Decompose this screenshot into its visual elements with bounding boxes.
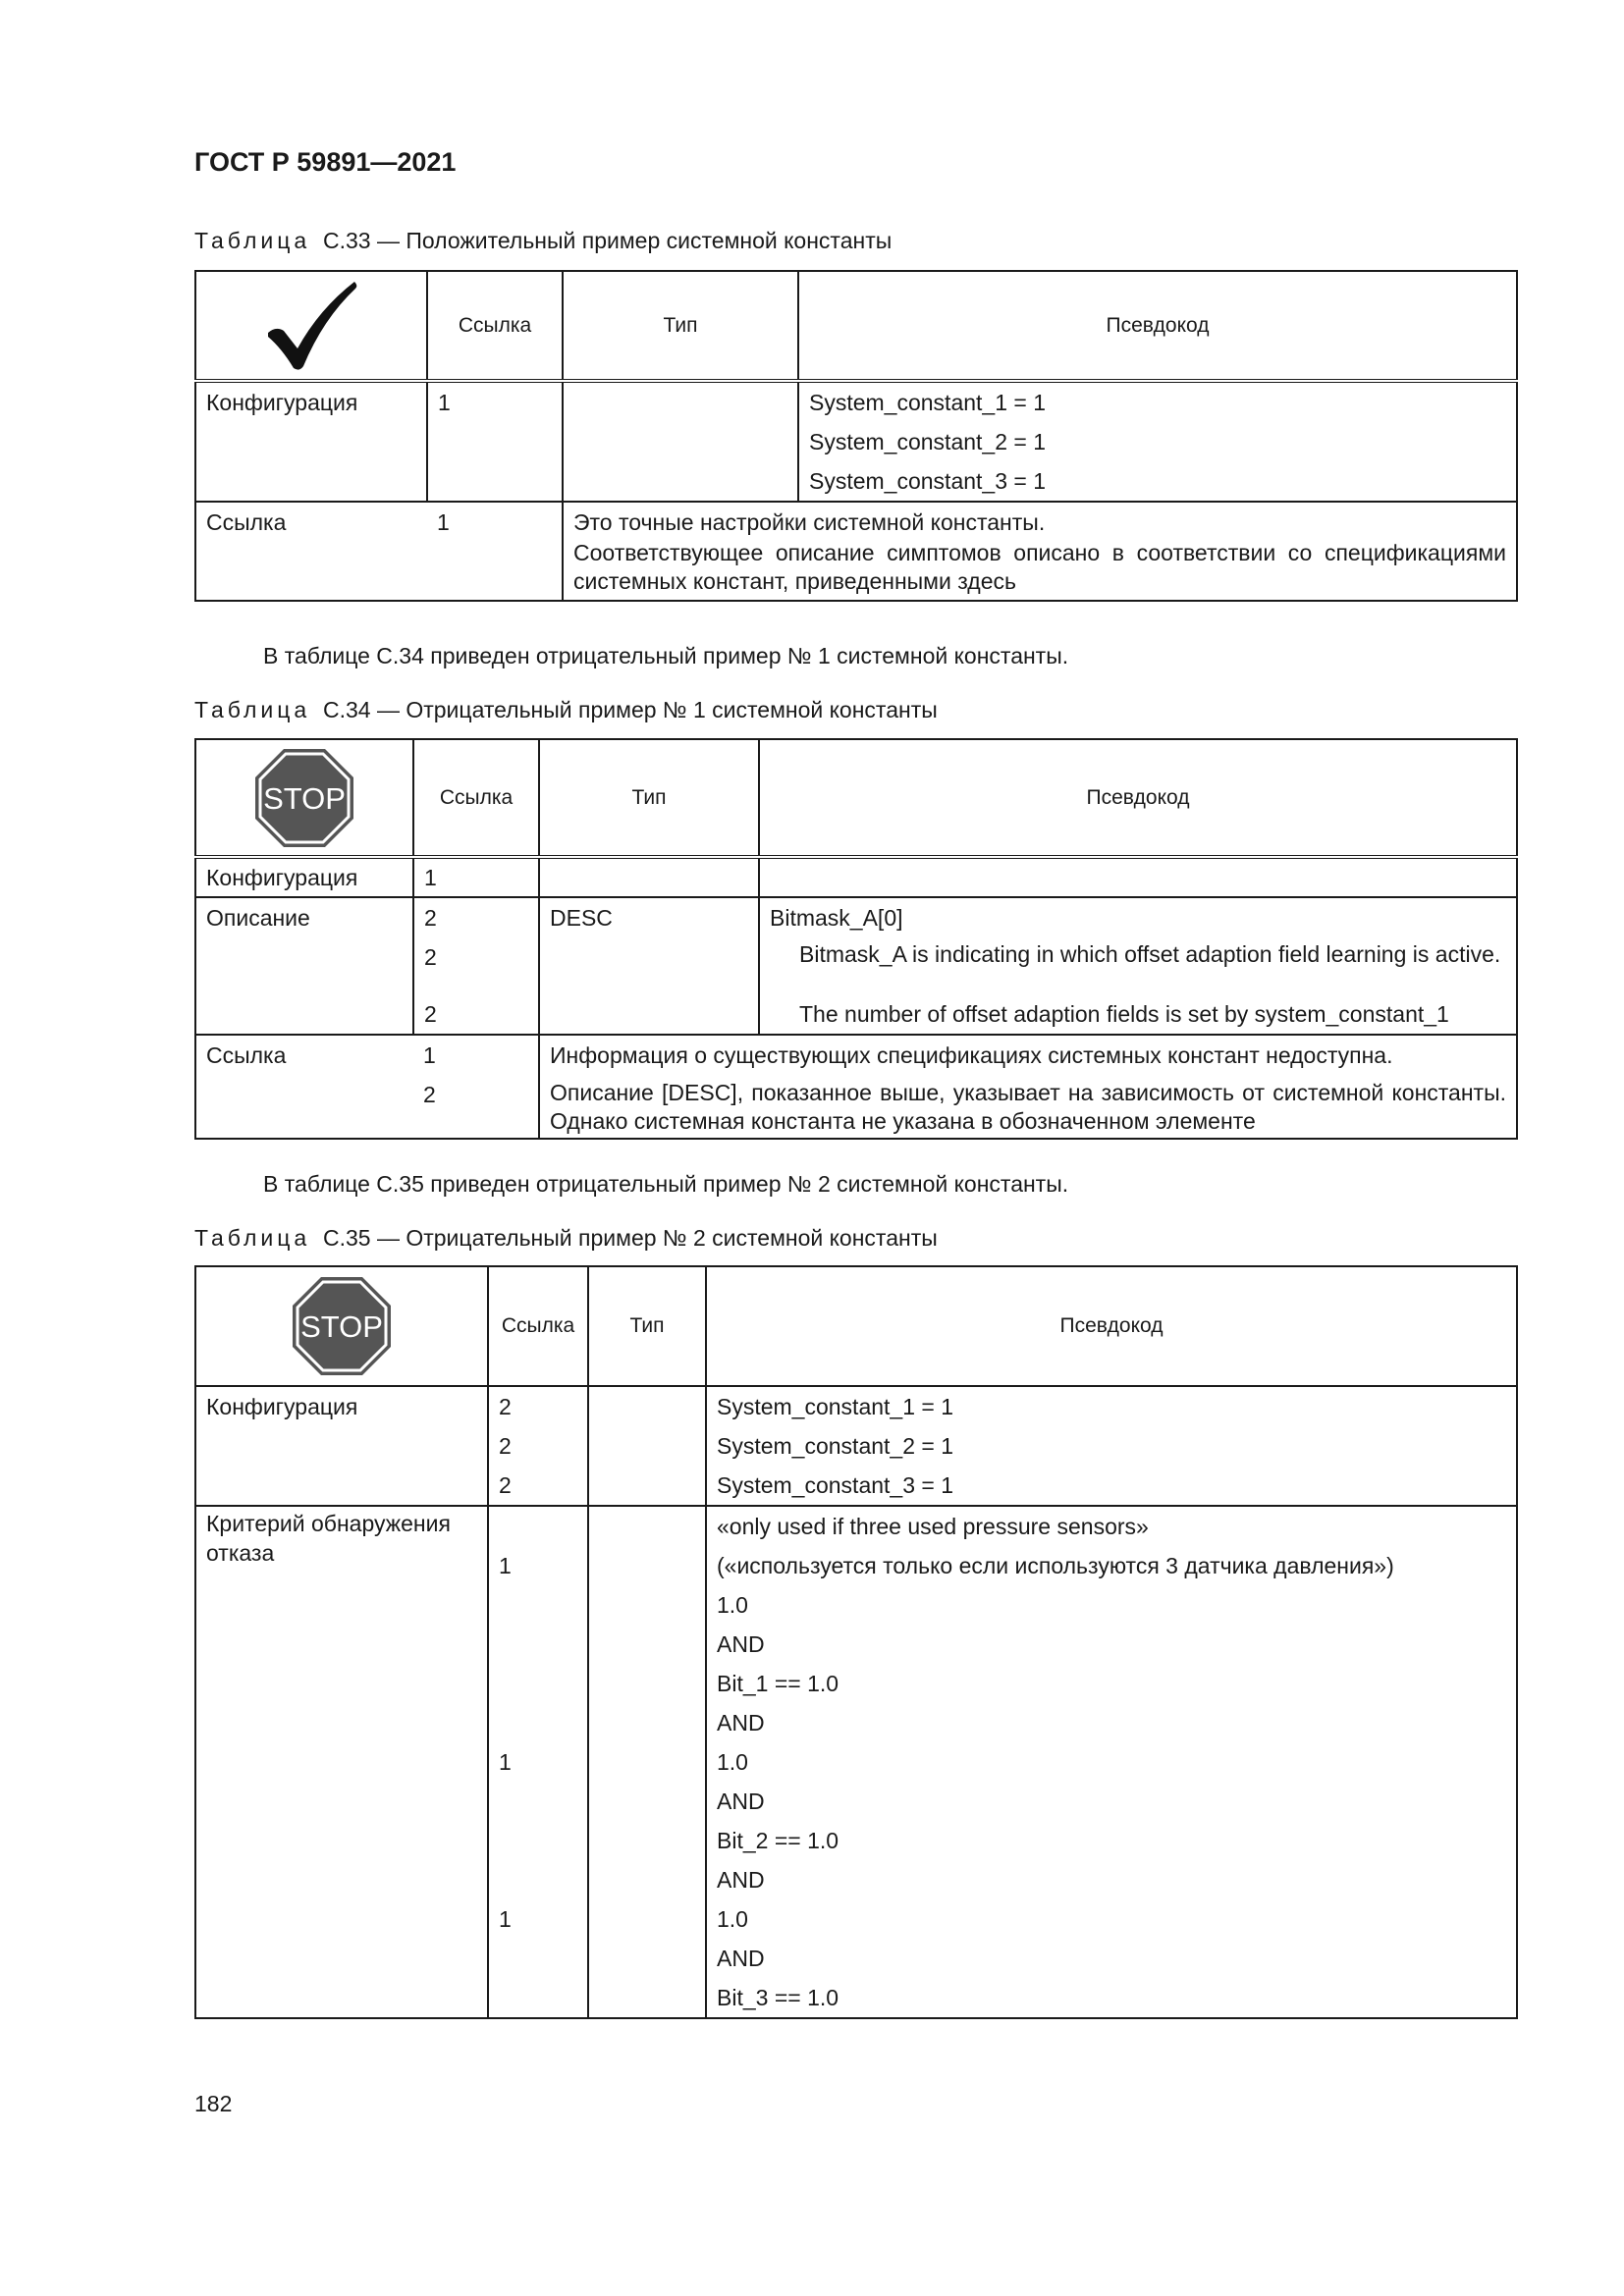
pseudocode-line: System_constant_3 = 1 (717, 1472, 954, 1498)
header-icon-cell (195, 1266, 488, 1386)
pseudocode-line: System_constant_2 = 1 (809, 429, 1047, 454)
table-row-config (195, 1386, 1517, 1506)
table-header-row (195, 739, 1517, 857)
table-c34 (194, 738, 1518, 1140)
page-number: 182 (194, 2091, 233, 2116)
ref-value (489, 1821, 587, 1860)
table-header-row (195, 271, 1517, 381)
pseudocode-line: 1.0 (717, 1749, 748, 1775)
header-pseudocode: Псевдокод (798, 271, 1517, 381)
header-icon-cell (195, 739, 413, 857)
pseudocode-line: System_constant_1 = 1 (717, 1394, 954, 1419)
header-icon-cell (195, 271, 427, 381)
stop-sign-icon (253, 747, 355, 849)
ref-value: 2 (424, 1001, 437, 1027)
ref-value: 1 (499, 1906, 512, 1932)
ref-value: 1 (437, 509, 450, 535)
caption-word: Таблица (194, 228, 311, 253)
ref-value: 1 (424, 865, 437, 890)
reference-text: Описание [DESC], показанное выше, указывает на зависимость от системной константы. Однако системная константа не указана в обозначенном элементе (550, 1080, 1506, 1134)
header-ref: Ссылка (427, 271, 563, 381)
pseudocode-line: Bit_3 == 1.0 (717, 1985, 839, 2010)
pseudocode-line: System_constant_3 = 1 (809, 468, 1047, 494)
ref-value: 1 (499, 1749, 512, 1775)
ref-value (489, 1978, 587, 2017)
table-c33 (194, 270, 1518, 602)
row-label: Конфигурация (206, 390, 358, 415)
pseudocode-line: («используется только если используются 3 датчика давления») (717, 1553, 1394, 1578)
header-type: Тип (563, 271, 798, 381)
pseudocode-line: «only used if three used pressure sensors» (717, 1514, 1149, 1539)
table-header-row (195, 1266, 1517, 1386)
header-type: Тип (588, 1266, 706, 1386)
table-caption-c33 (194, 228, 892, 254)
reference-text: Информация о существующих спецификациях системных констант недоступна. (550, 1042, 1393, 1068)
header-pseudocode: Псевдокод (759, 739, 1517, 857)
pseudocode-line: Bit_1 == 1.0 (717, 1671, 839, 1696)
stop-sign-text: STOP (300, 1309, 383, 1344)
ref-value: 2 (499, 1394, 512, 1419)
ref-value: 2 (423, 1082, 436, 1107)
table-row-reference (195, 502, 1517, 601)
pseudocode-line: AND (717, 1946, 765, 1971)
pseudocode-line: AND (717, 1867, 765, 1893)
header-ref: Ссылка (488, 1266, 588, 1386)
ref-value (489, 1625, 587, 1664)
header-type: Тип (539, 739, 759, 857)
ref-value: 1 (423, 1042, 436, 1068)
stop-sign-text: STOP (263, 780, 346, 816)
table-row-config (195, 857, 1517, 897)
pseudocode-line: Bitmask_A[0] (770, 905, 903, 931)
row-label: Ссылка (206, 1042, 287, 1068)
pseudocode-line: System_constant_2 = 1 (717, 1433, 954, 1459)
pseudocode-line: System_constant_1 = 1 (809, 390, 1047, 415)
row-label: Конфигурация (206, 1394, 358, 1419)
caption-word: Таблица (194, 1225, 311, 1251)
pseudocode-line: AND (717, 1631, 765, 1657)
ref-value: 1 (438, 390, 451, 415)
checkmark-icon (262, 280, 360, 372)
ref-value (489, 1507, 587, 1546)
ref-value: 2 (499, 1433, 512, 1459)
document-header: ГОСТ Р 59891—2021 (194, 147, 457, 177)
ref-value: 2 (499, 1472, 512, 1498)
table-row-config (195, 381, 1517, 502)
caption-text: С.33 — Положительный пример системной константы (322, 228, 893, 253)
table-row-description (195, 897, 1517, 1035)
ref-value (489, 1782, 587, 1821)
caption-text: С.34 — Отрицательный пример № 1 системной константы (322, 697, 938, 722)
pseudocode-line: Bit_2 == 1.0 (717, 1828, 839, 1853)
type-value: DESC (550, 905, 613, 931)
row-label: Описание (206, 905, 310, 931)
header-pseudocode: Псевдокод (706, 1266, 1517, 1386)
paragraph-c34: В таблице С.34 приведен отрицательный пример № 1 системной константы. (263, 643, 1069, 668)
header-ref: Ссылка (413, 739, 539, 857)
ref-value: 2 (424, 944, 437, 970)
ref-value (489, 1939, 587, 1978)
caption-text: С.35 — Отрицательный пример № 2 системной константы (322, 1225, 938, 1251)
stop-sign-icon (291, 1275, 393, 1377)
table-row-criterion (195, 1506, 1517, 2018)
caption-word: Таблица (194, 697, 311, 722)
table-caption-c35 (194, 1225, 938, 1252)
ref-value: 1 (499, 1553, 512, 1578)
ref-value (489, 1703, 587, 1742)
row-label: Критерий обнаружения отказа (206, 1511, 451, 1566)
table-row-reference (195, 1035, 1517, 1139)
ref-value (489, 1860, 587, 1899)
pseudocode-line: AND (717, 1789, 765, 1814)
pseudocode-line: Bitmask_A is indicating in which offset adaption field learning is active. (799, 941, 1501, 967)
ref-value (489, 1664, 587, 1703)
pseudocode-line: 1.0 (717, 1906, 748, 1932)
reference-text: Соответствующее описание симптомов описано в соответствии со спецификациями системных констант, приведенными здесь (573, 540, 1506, 594)
row-label: Ссылка (206, 509, 287, 535)
row-label: Конфигурация (206, 865, 358, 890)
pseudocode-line: 1.0 (717, 1592, 748, 1618)
reference-text: Это точные настройки системной константы. (573, 509, 1046, 535)
paragraph-c35: В таблице С.35 приведен отрицательный пример № 2 системной константы. (263, 1171, 1069, 1197)
ref-value (489, 1585, 587, 1625)
ref-value: 2 (424, 905, 437, 931)
pseudocode-line: The number of offset adaption fields is set by system_constant_1 (799, 1001, 1449, 1027)
pseudocode-line: AND (717, 1710, 765, 1735)
table-caption-c34 (194, 697, 938, 723)
table-c35 (194, 1265, 1518, 2019)
